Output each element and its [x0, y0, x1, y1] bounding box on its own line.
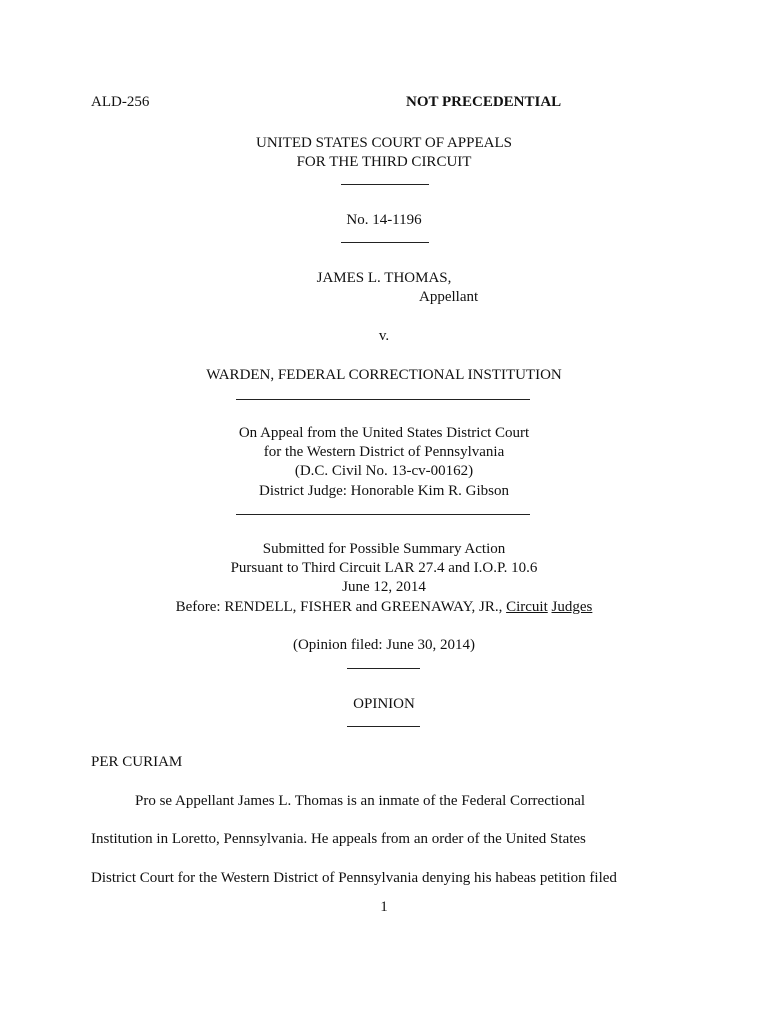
case-number: No. 14-1196: [346, 212, 422, 228]
opinion-filed: (Opinion filed: June 30, 2014): [292, 637, 476, 653]
court-name-line2: FOR THE THIRD CIRCUIT: [296, 154, 472, 170]
body-text-line2: Institution in Loretto, Pennsylvania. He appeals from an order of the United States: [91, 831, 586, 847]
divider-rule: [236, 514, 530, 515]
panel-before-line: [0, 598, 768, 617]
district-judge: District Judge: Honorable Kim R. Gibson: [259, 483, 509, 499]
divider-rule: [347, 726, 420, 727]
opinion-heading: OPINION: [353, 696, 415, 712]
appeal-info-line3: (D.C. Civil No. 13-cv-00162): [294, 463, 474, 479]
per-curiam: PER CURIAM: [91, 754, 183, 770]
docket-code: ALD-256: [91, 94, 150, 110]
circuit-word: Circuit: [506, 599, 548, 615]
appeal-info-line1: On Appeal from the United States District Court: [238, 425, 530, 441]
appellee-name: WARDEN, FEDERAL CORRECTIONAL INSTITUTION: [206, 367, 562, 383]
body-text-line1: Pro se Appellant James L. Thomas is an inmate of the Federal Correctional: [135, 793, 586, 809]
appellant-name: JAMES L. THOMAS,: [316, 270, 452, 286]
page-number: 1: [380, 899, 388, 915]
panel-judges-names: Before: RENDELL, FISHER and GREENAWAY, JR.,: [175, 599, 507, 615]
appeal-info-line2: for the Western District of Pennsylvania: [263, 444, 505, 460]
precedential-status: NOT PRECEDENTIAL: [406, 94, 562, 110]
judges-word: Judges: [551, 599, 593, 615]
divider-rule: [347, 668, 420, 669]
versus: v.: [378, 328, 390, 344]
divider-rule: [341, 184, 429, 185]
submission-line1: Submitted for Possible Summary Action: [262, 541, 506, 557]
divider-rule: [341, 242, 429, 243]
divider-rule: [236, 399, 530, 400]
submission-line2: Pursuant to Third Circuit LAR 27.4 and I.O.P. 10.6: [230, 560, 538, 576]
appellant-role: Appellant: [419, 289, 479, 305]
submission-date: June 12, 2014: [342, 579, 426, 595]
body-text-line3: District Court for the Western District of Pennsylvania denying his habeas petition filed: [91, 870, 617, 886]
court-name-line1: UNITED STATES COURT OF APPEALS: [256, 135, 512, 151]
